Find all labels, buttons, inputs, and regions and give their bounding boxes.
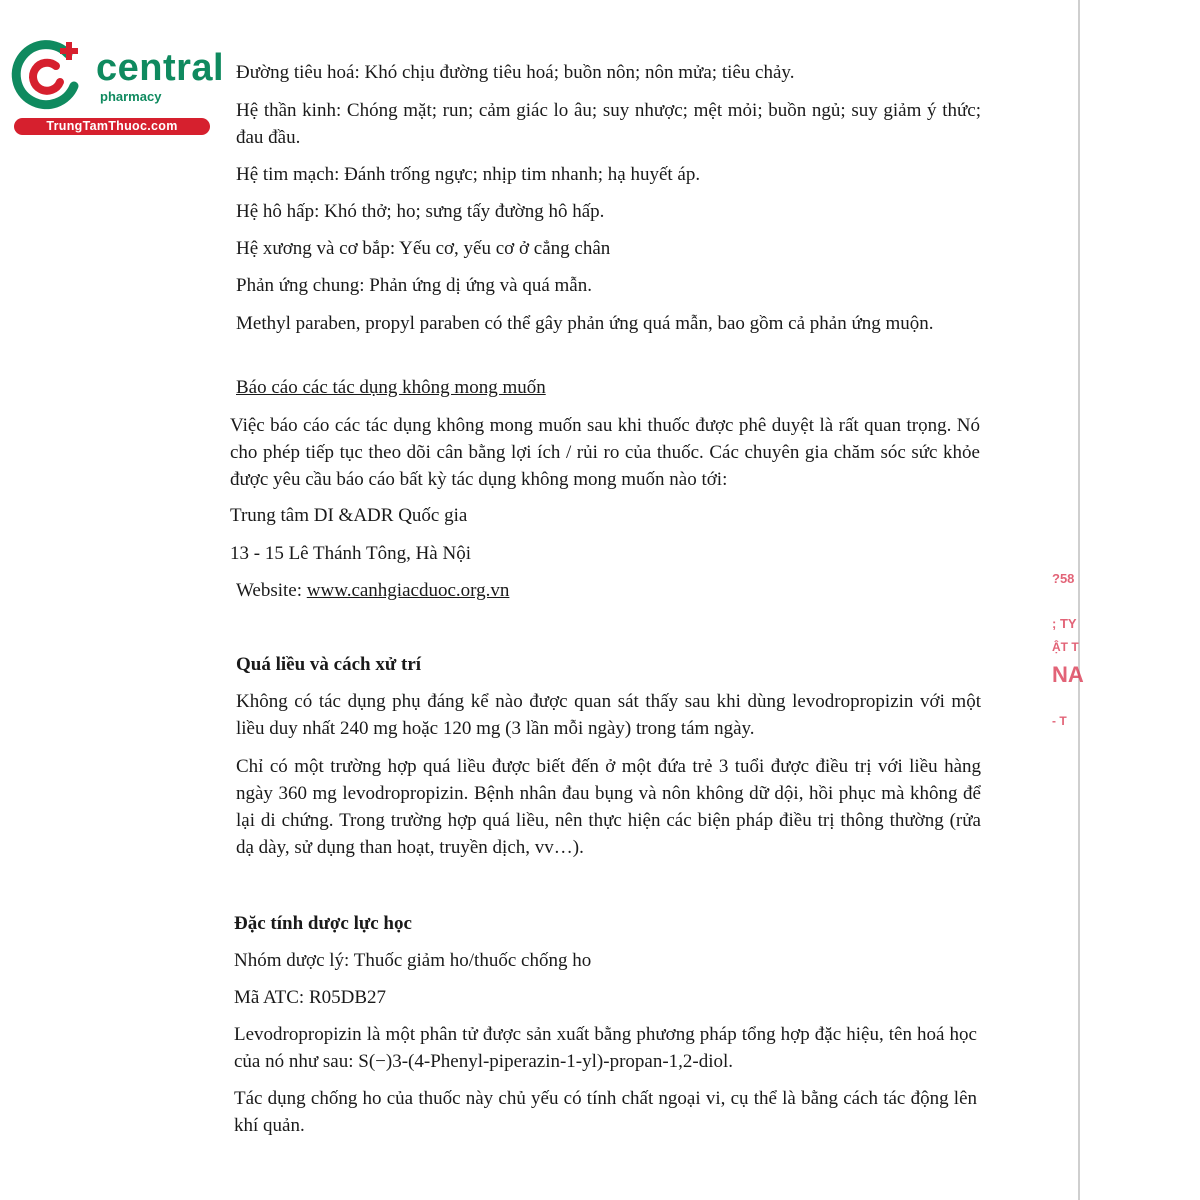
overdose-paragraph-2: Chỉ có một trường hợp quá liều được biết đến ở một đứa trẻ 3 tuổi được điều trị với liều hàng ngày 360 mg levodropropizin. Bệnh nhân đau bụng và nôn không dữ dội, hồi phục mà không để lại di chứng. Trong trường hợp quá liều, nên thực hiện các biện pháp điều trị thông thường (rửa dạ dày, sử dụng than hoạt, truyền dịch, vv…). — [236, 756, 981, 858]
pharmacologic-group: Nhóm dược lý: Thuốc giảm ho/thuốc chống ho — [234, 950, 592, 971]
logo-sub-text: pharmacy — [100, 89, 162, 104]
stamp-text-1: ?58 — [1052, 571, 1075, 586]
report-address: 13 - 15 Lê Thánh Tông, Hà Nội — [230, 543, 471, 564]
overdose-heading: Quá liều và cách xử trí — [236, 654, 422, 675]
pharmacodynamics-paragraph-2: Tác dụng chống ho của thuốc này chủ yếu có tính chất ngoại vi, cụ thể là bằng cách tác động lên khí quản. — [234, 1088, 977, 1136]
line-cardio: Hệ tim mạch: Đánh trống ngực; nhịp tim nhanh; hạ huyết áp. — [236, 164, 701, 185]
line-nervous: Hệ thần kinh: Chóng mặt; run; cảm giác lo âu; suy nhược; mệt mỏi; buồn ngủ; suy giảm ý thức; đau đầu. — [236, 100, 981, 148]
stamp-text-3: ẬT T — [1052, 640, 1079, 654]
atc-code: Mã ATC: R05DB27 — [234, 987, 387, 1008]
report-paragraph: Việc báo cáo các tác dụng không mong muốn sau khi thuốc được phê duyệt là rất quan trọng. Nó cho phép tiếp tục theo dõi cân bằng lợi ích / rủi ro của thuốc. Các chuyên gia chăm sóc sức khỏe được yêu cầu báo cáo bất kỳ tác dụng không mong muốn nào tới: — [230, 415, 980, 490]
line-general-reaction: Phản ứng chung: Phản ứng dị ứng và quá mẫn. — [236, 275, 592, 296]
line-respiratory: Hệ hô hấp: Khó thở; ho; sưng tấy đường hô hấp. — [236, 201, 605, 222]
line-paraben: Methyl paraben, propyl paraben có thể gây phản ứng quá mẫn, bao gồm cả phản ứng muộn. — [236, 313, 934, 334]
stamp-text-5: - T — [1052, 714, 1067, 728]
website-link[interactable]: www.canhgiacduoc.org.vn — [306, 580, 510, 601]
report-website-line — [236, 577, 509, 604]
pharmacodynamics-heading: Đặc tính dược lực học — [234, 913, 412, 934]
website-label: Website: — [236, 580, 307, 601]
overdose-paragraph-1: Không có tác dụng phụ đáng kể nào được quan sát thấy sau khi dùng levodropropizin với một liều duy nhất 240 mg hoặc 120 mg (3 lần mỗi ngày) trong tám ngày. — [236, 691, 981, 739]
report-center: Trung tâm DI &ADR Quốc gia — [230, 505, 468, 526]
line-digestive: Đường tiêu hoá: Khó chịu đường tiêu hoá; buồn nôn; nôn mửa; tiêu chảy. — [236, 62, 795, 83]
stamp-text-4: NA — [1052, 662, 1084, 687]
stamp-text-2: ; TY — [1052, 616, 1077, 631]
logo-brand-text: central — [96, 47, 225, 89]
logo-url-banner: TrungTamThuoc.com — [14, 118, 210, 135]
report-heading: Báo cáo các tác dụng không mong muốn — [236, 377, 546, 398]
line-musculoskeletal: Hệ xương và cơ bắp: Yếu cơ, yếu cơ ở cẳng chân — [236, 238, 611, 259]
pharmacodynamics-paragraph-1: Levodropropizin là một phân tử được sản xuất bằng phương pháp tổng hợp đặc hiệu, tên hoá học của nó như sau: S(−)3-(4-Phenyl-piperazin-1-yl)-propan-1,2-diol. — [234, 1024, 977, 1072]
